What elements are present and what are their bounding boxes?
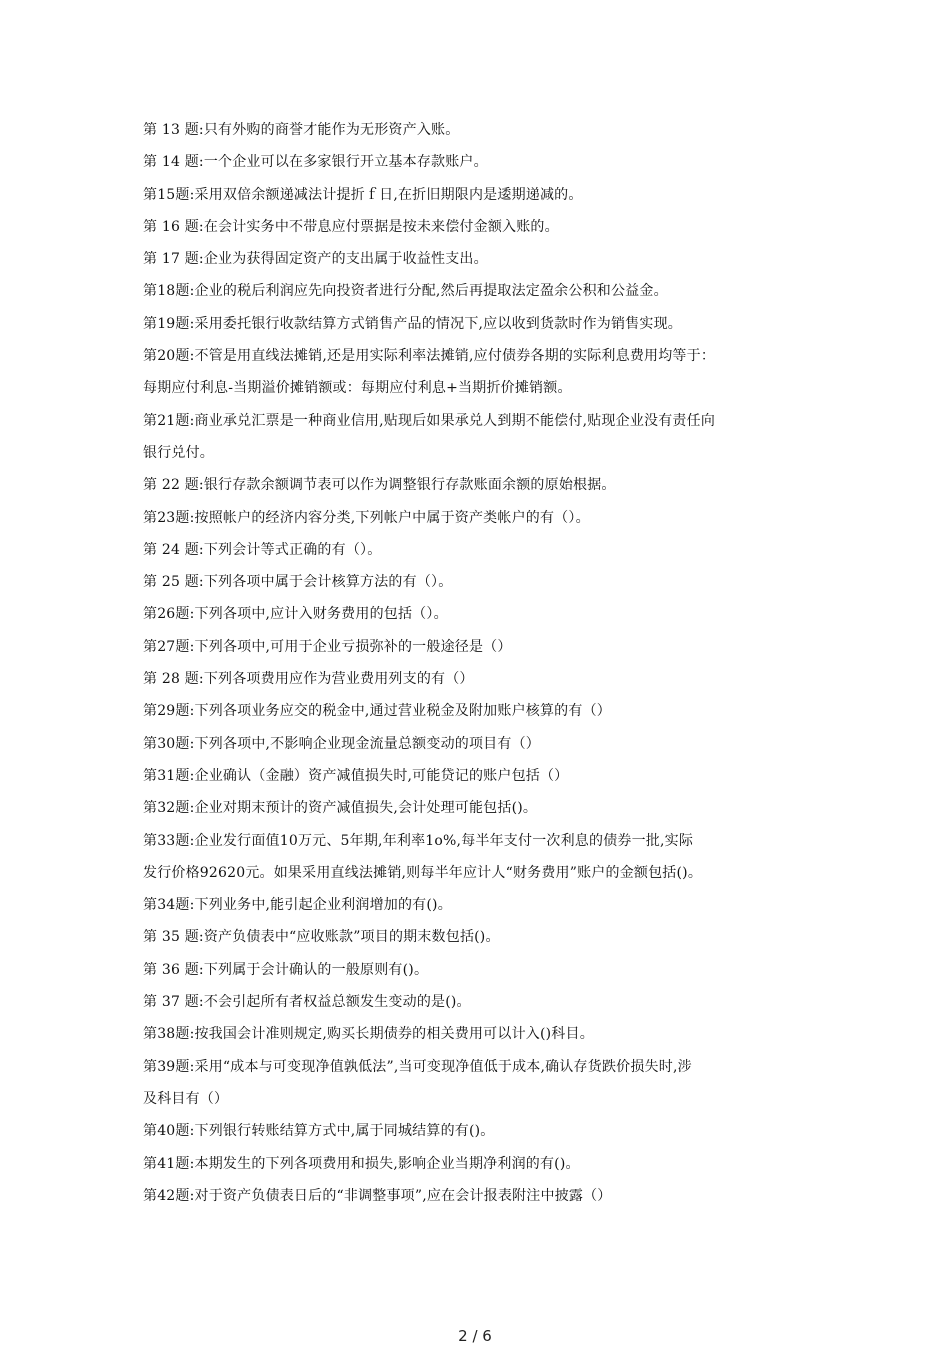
text-line: 第 22 题:银行存款余额调节表可以作为调整银行存款账面余额的原始根据。 xyxy=(143,477,616,494)
text-line: 第 24 题:下列会计等式正确的有（）。 xyxy=(143,541,382,558)
text-line: 第39题:采用“成本与可变现净值孰低法”,当可变现净值低于成本,确认存货跌价损失时,涉 xyxy=(143,1058,692,1075)
text-line: 第18题:企业的税后利润应先向投资者进行分配,然后再提取法定盈余公积和公益金。 xyxy=(143,283,668,300)
text-line: 第 13 题:只有外购的商誉才能作为无形资产入账。 xyxy=(143,122,460,138)
text-line: 第20题:不管是用直线法摊销,还是用实际利率法摊销,应付债券各期的实际利息费用均等于： xyxy=(143,348,716,365)
text-line: 第32题:企业对期末预计的资产减值损失,会计处理可能包括()。 xyxy=(143,800,538,817)
text-line: 及科目有（） xyxy=(143,1090,229,1107)
text-line: 第21题:商业承兑汇票是一种商业信用,贴现后如果承兑人到期不能偿付,贴现企业没有责任向 xyxy=(143,412,716,429)
text-line: 银行兑付。 xyxy=(143,444,214,461)
text-line: 第 28 题:下列各项费用应作为营业费用列支的有（） xyxy=(143,671,474,688)
text-line: 第30题:下列各项中,不影响企业现金流量总额变动的项目有（） xyxy=(143,735,540,752)
text-line: 第26题:下列各项中,应计入财务费用的包括（）。 xyxy=(143,606,448,623)
text-line: 第40题:下列银行转账结算方式中,属于同城结算的有()。 xyxy=(143,1123,495,1140)
text-line: 每期应付利息-当期溢价摊销额或：每期应付利息+当期折价摊销额。 xyxy=(143,380,572,397)
text-line: 第33题:企业发行面值10万元、5年期,年利率1o%,每半年支付一次利息的债券一批,实际 xyxy=(143,832,694,849)
text-line: 第27题:下列各项中,可用于企业亏损弥补的一般途径是（） xyxy=(143,638,512,655)
text-line: 第42题:对于资产负债表日后的“非调整事项”,应在会计报表附注中披露（） xyxy=(143,1187,612,1204)
text-line: 第 14 题:一个企业可以在多家银行开立基本存款账户。 xyxy=(143,154,488,171)
page-number: 2 / 6 xyxy=(458,1327,492,1345)
text-line: 第 25 题:下列各项中属于会计核算方法的有（）。 xyxy=(143,574,453,591)
text-line: 发行价格92620元。如果采用直线法摊销,则每半年应计人“财务费用”账户的金额包括()。 xyxy=(143,864,703,881)
text-line: 第 37 题:不会引起所有者权益总额发生变动的是()。 xyxy=(143,994,471,1011)
text-line: 第19题:采用委托银行收款结算方式销售产品的情况下,应以收到货款时作为销售实现。 xyxy=(143,315,682,332)
text-line: 第 35 题:资产负债表中“应收账款”项目的期末数包括()。 xyxy=(143,929,500,946)
text-line: 第29题:下列各项业务应交的税金中,通过营业税金及附加账户核算的有（） xyxy=(143,703,611,720)
text-line: 第 16 题:在会计实务中不带息应付票据是按未来偿付金额入账的。 xyxy=(143,218,559,235)
text-line: 第23题:按照帐户的经济内容分类,下列帐户中属于资产类帐户的有（）。 xyxy=(143,509,590,526)
text-line: 第38题:按我国会计准则规定,购买长期债券的相关费用可以计入()科目。 xyxy=(143,1026,594,1043)
text-line: 第34题:下列业务中,能引起企业利润增加的有()。 xyxy=(143,897,452,914)
text-line: 第41题:本期发生的下列各项费用和损失,影响企业当期净利润的有()。 xyxy=(143,1155,580,1172)
text-line: 第15题:采用双倍余额递减法计提折ｆ日,在折旧期限内是逶期递减的。 xyxy=(143,186,583,203)
document-body xyxy=(143,114,803,1212)
text-line: 第 36 题:下列属于会计确认的一般原则有()。 xyxy=(143,961,429,978)
text-line: 第 17 题:企业为获得固定资产的支出属于收益性支出。 xyxy=(143,251,488,268)
text-line: 第31题:企业确认（金融）资产减值损失时,可能贷记的账户包括（） xyxy=(143,767,569,784)
